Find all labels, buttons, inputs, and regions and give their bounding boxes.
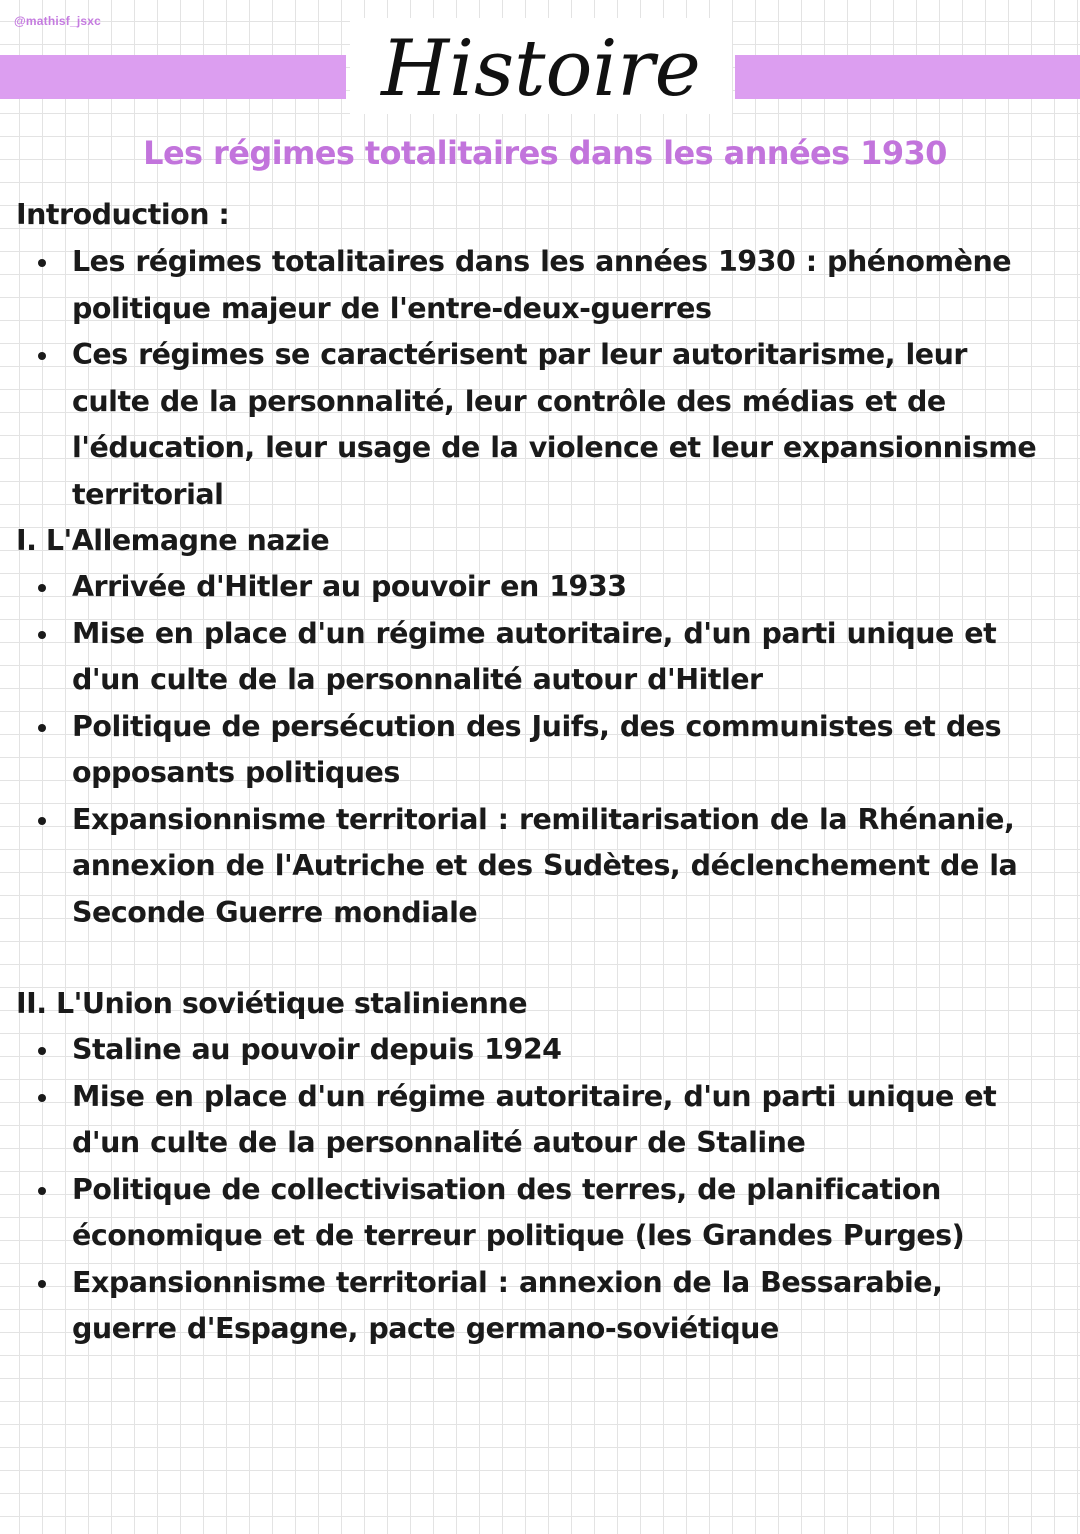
list-item: Ces régimes se caractérisent par leur autoritarisme, leur culte de la personnalité, leur contrôle des médias et de l'éducation, leur usage de la violence et leur expansionnisme territorial [0,332,1080,518]
title-bar-right [735,55,1080,99]
section-heading-urss: II. L'Union soviétique stalinienne [16,987,528,1020]
list-item: Expansionnisme territorial : annexion de la Bessarabie, guerre d'Espagne, pacte germano-soviétique [0,1260,1080,1353]
introduction-list [0,239,1080,518]
list-item: Staline au pouvoir depuis 1924 [0,1027,1080,1074]
list-item: Mise en place d'un régime autoritaire, d'un parti unique et d'un culte de la personnalité autour de Staline [0,1074,1080,1167]
list-item: Politique de persécution des Juifs, des communistes et des opposants politiques [0,704,1080,797]
section-heading-introduction: Introduction : [16,198,230,231]
title-bar-left [0,55,346,99]
list-item: Mise en place d'un régime autoritaire, d'un parti unique et d'un culte de la personnalité autour d'Hitler [0,611,1080,704]
section-heading-allemagne: I. L'Allemagne nazie [16,524,330,557]
list-item: Expansionnisme territorial : remilitarisation de la Rhénanie, annexion de l'Autriche et des Sudètes, déclenchement de la Seconde Guerre mondiale [0,797,1080,937]
list-item: Les régimes totalitaires dans les années 1930 : phénomène politique majeur de l'entre-deux-guerres [0,239,1080,332]
list-item: Politique de collectivisation des terres, de planification économique et de terreur politique (les Grandes Purges) [0,1167,1080,1260]
allemagne-list [0,564,1080,936]
page-title: Histoire [381,24,701,114]
list-item: Arrivée d'Hitler au pouvoir en 1933 [0,564,1080,611]
author-handle: @mathisf_jsxc [14,14,102,28]
urss-list [0,1027,1080,1353]
page-subtitle: Les régimes totalitaires dans les années 1930 [143,134,947,172]
